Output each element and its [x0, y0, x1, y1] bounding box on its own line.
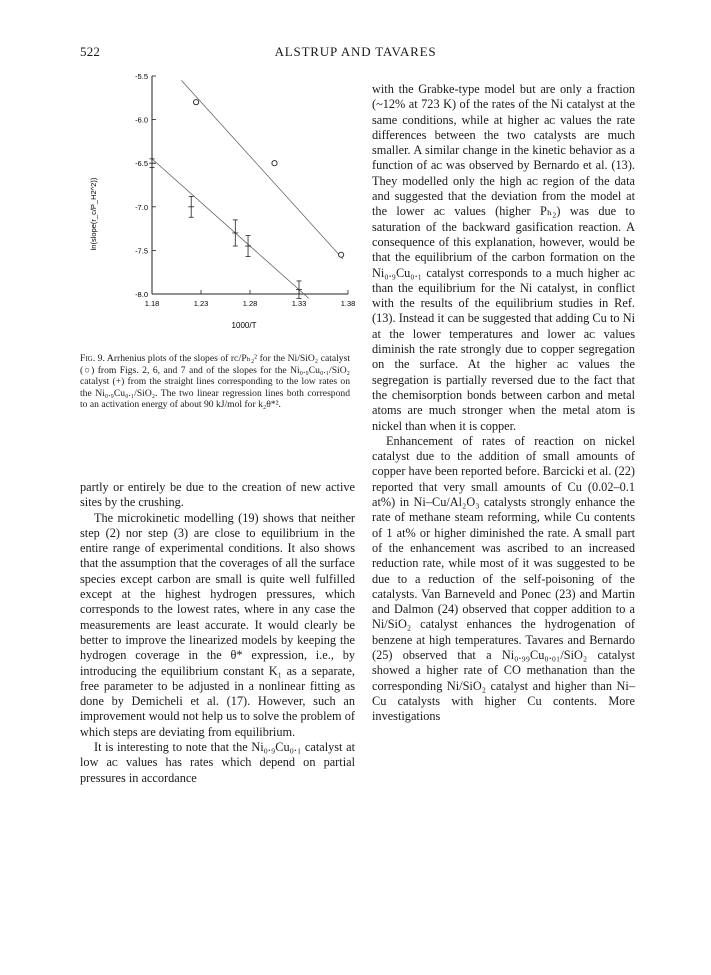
x-tick-label: 1.28 [242, 299, 258, 308]
nicu-sio2-point [188, 196, 194, 217]
figure-caption [80, 353, 350, 411]
arrhenius-plot [80, 66, 356, 336]
x-tick-label: 1.33 [291, 299, 307, 308]
x-axis-label: 1000/T [231, 321, 257, 330]
left-text-column [80, 480, 355, 786]
caption-text: Arrhenius plots of the slopes of rᴄ/Pₕ₂² for the Ni/SiO₂ catalyst (○) from Figs. 2, 6, and 7 and of the slopes for the Ni₀.₉Cu₀.₁/SiO₂ catalyst (+) from the straight lines corresponding to the low rates on the Ni₀.₉Cu₀.₁/SiO₂. The two linear regression lines both correspond to an activation energy of about 90 kJ/mol for k₂θ*². [80, 353, 350, 411]
right-paragraph: with the Grabke-type model but are only a fraction (~12% at 723 K) of the rates of the Ni catalyst at the same conditions, while at higher aᴄ values the rate differences between the two catalysts are much smaller. A similar change in the kinetic behavior as a function of aᴄ was observed by Bernardo et al. (13). They modelled only the high aᴄ region of the data and suggested that the deviation from the model at the lower aᴄ values (higher Pₕ₂) was due to saturation of the backward gasification reaction. A consequence of this explanation, however, would be that the equilibrium of the carbon formation on the Ni₀.₉Cu₀.₁ catalyst corresponds to a much higher aᴄ than the equilibrium for the Ni catalyst, in conflict with the results of the equilibrium studies in Ref. (13). Instead it can be suggested that adding Cu to Ni at the lower temperatures and lower aᴄ values diminish the rate strongly due to copper segregation on the surface. At the higher aᴄ values the segregation is partially reversed due to the fact that the chemisorption bonds between carbon and metal atoms are much stronger when the metal atom is nickel than when it is copper. [372, 82, 635, 433]
y-tick-label: -7.5 [135, 246, 148, 256]
y-axis-label: ln(slope(r_c/P_H2^2)) [89, 177, 98, 251]
x-tick-label: 1.38 [340, 299, 356, 308]
regression-line [152, 159, 309, 299]
ni-sio2-point [339, 252, 344, 257]
y-tick-label: -6.0 [135, 115, 148, 125]
right-paragraph: Enhancement of rates of reaction on nickel catalyst due to the addition of small amounts of copper have been reported before. Barcicki et al. (22) reported that very small amounts of Cu (0.02–0.1 at%) in Ni–Cu/Al₂O₃ catalysts strongly enhance the rate of methane steam reforming, while Cu contents of 1 at% or higher diminished the rate. A small part of the enhancement was ascribed to an increased reduction rate, while most of it was suggested to be due to a reduction of the self-poisoning of the catalysts. Van Barneveld and Ponec (23) and Martin and Dalmon (24) observed that copper addition to a Ni/SiO₂ catalyst enhances the hydrogenation of benzene at high temperatures. Tavares and Bernardo (25) observed that a Ni₀.₉₉Cu₀.₀₁/SiO₂ catalyst showed a higher rate of CO methanation than the corresponding Ni/SiO₂ catalyst and higher than Ni–Cu catalysts with higher Cu contents. More investigations [372, 433, 635, 724]
left-paragraph: It is interesting to note that the Ni₀.₉Cu₀.₁ catalyst at low aᴄ values has rates which depend on partial pressures in accordance [80, 740, 355, 785]
nicu-sio2-point [149, 159, 155, 168]
y-tick-label: -8.0 [135, 290, 148, 299]
x-tick-label: 1.18 [144, 299, 160, 308]
nicu-sio2-point [232, 220, 238, 246]
ni-sio2-point [272, 161, 277, 166]
nicu-sio2-point [245, 236, 251, 257]
nicu-sio2-point [296, 281, 302, 298]
page-number: 522 [80, 44, 101, 59]
x-tick-label: 1.23 [193, 299, 209, 308]
regression-line [181, 80, 343, 259]
y-tick-label: -6.5 [135, 159, 148, 169]
caption-lead: Fig. 9. [80, 353, 105, 364]
y-tick-label: -7.0 [135, 202, 148, 212]
ni-sio2-point [194, 100, 199, 105]
left-paragraph: The microkinetic modelling (19) shows that neither step (2) nor step (3) are close to equilibrium in the entire range of experimental conditions. It also shows that the assumption that the coverages of all the surface species except carbon are small is quite well fulfilled except at the highest hydrogen pressures, which corresponds to the lowest rates, where in any case the measurements are least accurate. It would clearly be better to improve the linearized models by keeping the hydrogen coverage in the θ* expression, i.e., by introducing the equilibrium constant K₁ as a separate, free parameter to be adjusted in a nonlinear fitting as done by Demicheli et al. (17). However, such an improvement would not help us to solve the problem of which steps are deviating from equilibrium. [80, 510, 355, 739]
running-title: ALSTRUP AND TAVARES [274, 44, 437, 59]
left-paragraph: partly or entirely be due to the creation of new active sites by the crushing. [80, 480, 355, 510]
arrhenius-figure [80, 66, 356, 336]
y-tick-label: -5.5 [135, 72, 148, 81]
right-text-column [372, 82, 635, 724]
